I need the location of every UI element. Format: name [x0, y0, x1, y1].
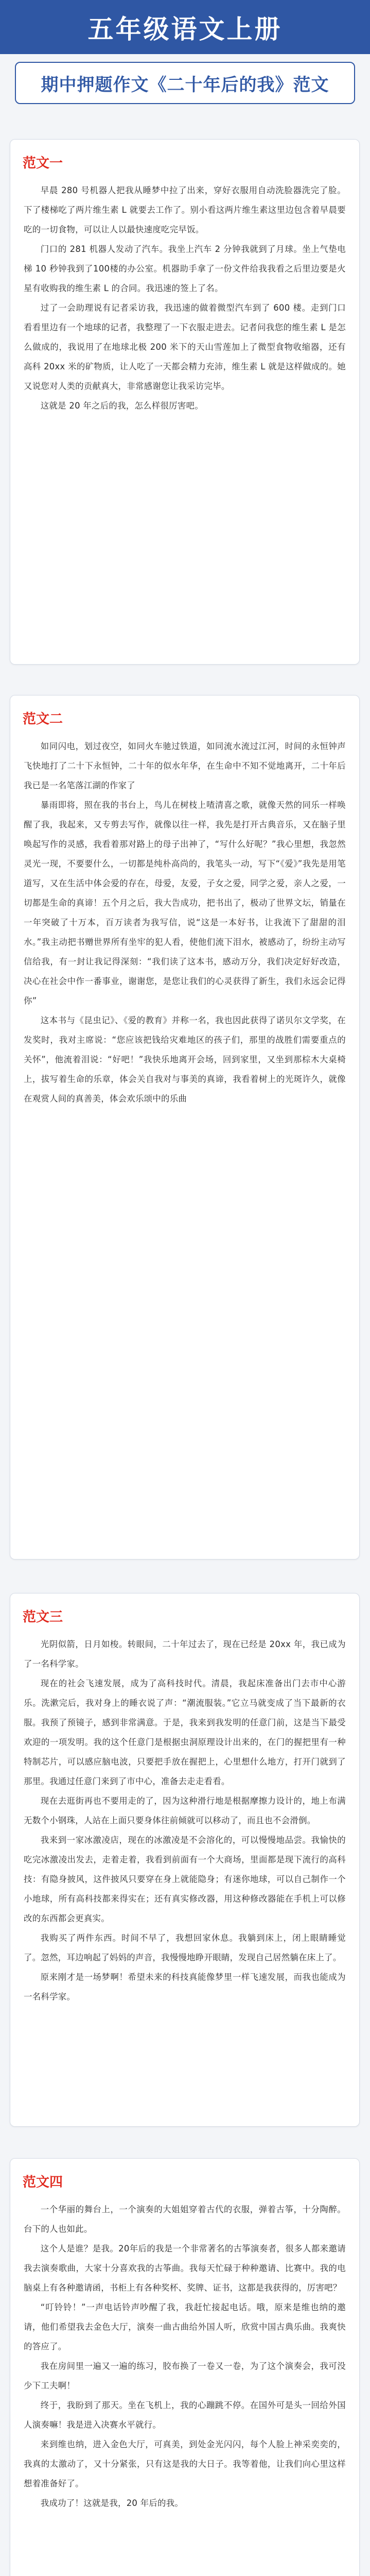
essay-paragraph: 我成功了！这就是我，20 年后的我。	[40, 2498, 184, 2508]
essay-paragraph: 一个华丽的舞台上，一个演奏的大姐姐穿着古代的衣服，弹着古筝，十分陶醉。台下的人也如此。	[24, 2205, 346, 2234]
essay-paragraph: “叮铃铃！”一声电话铃声吵醒了我，我赶忙接起电话。哦，原来是维也纳的邀请，他们希望我去金色大厅，演奏一曲古曲给外国人听，欣赏中国古典乐曲。我爽快的答应了。	[24, 2302, 346, 2351]
essay-card-4	[10, 2158, 360, 2576]
page-title: 五年级语文上册	[87, 13, 283, 44]
essay-card-3	[10, 1593, 360, 2127]
essay-paragraph: 我来到一家冰激凌店，现在的冰激凌是不会溶化的，可以慢慢地品尝。我愉快的吃完冰激凌出发去，走着走着，我看到前面有一个大商场，里面都是现下流行的高科技：有隐身披风，这件披风只要穿在身上就能隐身；有迷你地球，可以自己制作一个小地球，所有高科技都来得实在；还有真实修改器，用这种修改器能在手机上可以修改的东西都会更真实。	[24, 1835, 346, 1923]
subtitle-box	[15, 62, 355, 104]
essay-paragraph: 光阴似箭，日月如梭。转眼间，二十年过去了，现在已经是 20xx 年，我已成为了一名科学家。	[24, 1639, 346, 1669]
essay-paragraph: 我购买了两件东西。时间不早了，我想回家休息。我躺到床上，闭上眼睛睡觉了。忽然，耳边响起了妈妈的声音，我慢慢地睁开眼睛，发现自己居然躺在床上了。	[24, 1933, 346, 1962]
essay-paragraph: 这就是 20 年之后的我，怎么样很厉害吧。	[40, 401, 204, 411]
essay-paragraph: 终于，我盼到了那天。坐在飞机上，我的心蹦跳不停。在国外可是头一回给外国人演奏嘛！我是进入决赛水平就行。	[24, 2400, 346, 2430]
essay-title: 范文三	[23, 1609, 63, 1625]
header-banner	[0, 0, 370, 54]
essay-card-1	[10, 139, 360, 665]
essay-body	[10, 2193, 359, 2513]
essay-paragraph: 这个人是谁？是我。20年后的我是一个非常著名的古筝演奏者，很多人都来邀请我去演奏歌曲，大家十分喜欢我的古筝曲。我每天忙碌于种种邀请、比赛中。我的电脑桌上有各种邀请函，书柜上有各种奖杯、奖牌、证书，这都是我获得的，厉害吧？	[24, 2244, 346, 2293]
essay-body	[10, 730, 359, 1109]
essay-title: 范文一	[23, 156, 63, 171]
subtitle-area	[0, 54, 370, 112]
essay-body	[10, 1628, 359, 2007]
essay-title: 范文四	[23, 2175, 63, 2190]
essay-paragraph: 这本书与《昆虫记》、《爱的教育》并称一名，我也因此获得了诺贝尔文学奖，在发奖时，我对主席说：“您应该把钱给灾难地区的孩子们，那里的战胜们需要重点的关怀”，他流着泪说：“好吧！”我快乐地离开会场，回到家里，又坐到那棕木大桌椅上，拔写着生命的乐章，体会关自我对与事美的真谛，我看着树上的光斑许久，就像在观赏人间的真善美，体会欢乐颂中的乐曲	[24, 1015, 346, 1104]
essay-paragraph: 来到维也纳，进入金色大厅，可真美，到处金光闪闪，每个人脸上神采奕奕的，我真的太激动了，又十分紧张，只有这是我的大日子。我等着他，让我们向心里这样想着准备好了。	[24, 2439, 346, 2488]
essay-title: 范文二	[23, 711, 63, 727]
essay-paragraph: 我在房间里一遍又一遍的练习，胶布换了一卷又一卷，为了这个演奏会，我可没少下工夫啊！	[24, 2361, 346, 2391]
essay-paragraph: 原来刚才是一场梦啊！希望未来的科技真能像梦里一样飞速发展，而我也能成为一名科学家。	[24, 1972, 346, 2002]
subtitle-text: 期中押题作文《二十年后的我》范文	[41, 74, 329, 95]
essay-paragraph: 早晨 280 号机器人把我从睡梦中拉了出来，穿好衣服用自动洗脸器洗完了脸。下了楼梯吃了两片维生素 L 就要去工作了。别小看这两片维生素这里边包含着早晨要吃的一切食物，可以让人以最快速度吃完早饭。	[24, 185, 346, 234]
essay-body	[10, 174, 359, 416]
essay-paragraph: 暴雨即将，照在我的书台上，鸟儿在树枝上喳清喜之歌，就像天然的同乐一样唤醒了我，我起来，又专剪去写作，就像以往一样，我先是打开古典音乐，又在脑子里唤起写作的灵感，我看着那对路上的母子出神了，“写什么好呢？”我心里想，我忽然灵光一现，不要要什么，一切都是纯朴高尚的，我笔头一动，写下“《爱》”我先是用笔道写，又在生活中体会爱的存在，母爱，友爱，子女之爱，同学之爱，亲人之爱，一切都是生命的真谛！五个月之后，我大告成功，把书出了，极动了世界文坛，销量在一年突破了十万本，百万读者为我写信，说“这是一本好书，让我流下了甜甜的泪水。”我主动把书赠世界所有坐牢的犯人看，使他们流下泪水，被感动了，纷纷主动写信给我，有一封让我记得深刻：“我们读了这本书，感动万分，我们决定好好改造，决心在社会中作一番事业，谢谢您，是您让我们的心灵获得了新生，我们永远会记得你”	[24, 800, 346, 1006]
essay-card-2	[10, 695, 360, 1560]
essay-paragraph: 过了一会助理说有记者采访我，我迅速的做着微型汽车到了 600 楼。走到门口看看里边有一个地球的记者，我整理了一下衣服走进去。记者问我您的维生素 L 是怎么做成的，我说用了在地球北极 200 米下的天山雪莲加上了微型食物收缩器，还有高科 20xx 米的矿物质，让人吃了一天都会精力充沛，维生素 L 就是这样做成的。她又说您对人类的贡献真大，非常感谢您让我采访完毕。	[24, 303, 346, 391]
essay-paragraph: 如同闪电，划过夜空，如同火车驰过铁道，如同流水流过江河，时间的永恒钟声飞快地打了二十下永恒钟，二十年的似水年华，在生命中不知不觉地离开，二十年后我已是一名笔落江湖的作家了	[24, 741, 346, 790]
essay-paragraph: 门口的 281 机器人发动了汽车。我坐上汽车 2 分钟我就到了月球。坐上气垫电梯 10 秒钟我到了100楼的办公室。机器助手拿了一份文件给我我看之后里边要是火星有收购我的维生素 L 的合同。我迅速的签上了名。	[24, 244, 346, 293]
essay-paragraph: 现在的社会飞速发展，成为了高科技时代。清晨，我起床准备出门去市中心游乐。洗漱完后，我对身上的睡衣说了声：“潮流服装。”它立马就变成了当下最新的衣服。我预了预镜子，感到非常满意。于是，我来到我发明的任意门前，这是当下最受欢迎的一项发明。我的这个任意门是根据虫洞原理设计出来的，在门的握把里有一种特制芯片，可以感应脑电波，只要把手放在握把上，心里想什么地方，打开门就到了那里。我通过任意门来到了市中心，准备去走走看看。	[24, 1679, 346, 1786]
essay-paragraph: 现在去逛街再也不要用走的了，因为这种滑行地是根据摩擦力设计的，地上布满无数个小钢珠，人站在上面只要身体往前倾就可以移动了，而且也不会滑倒。	[24, 1796, 346, 1825]
